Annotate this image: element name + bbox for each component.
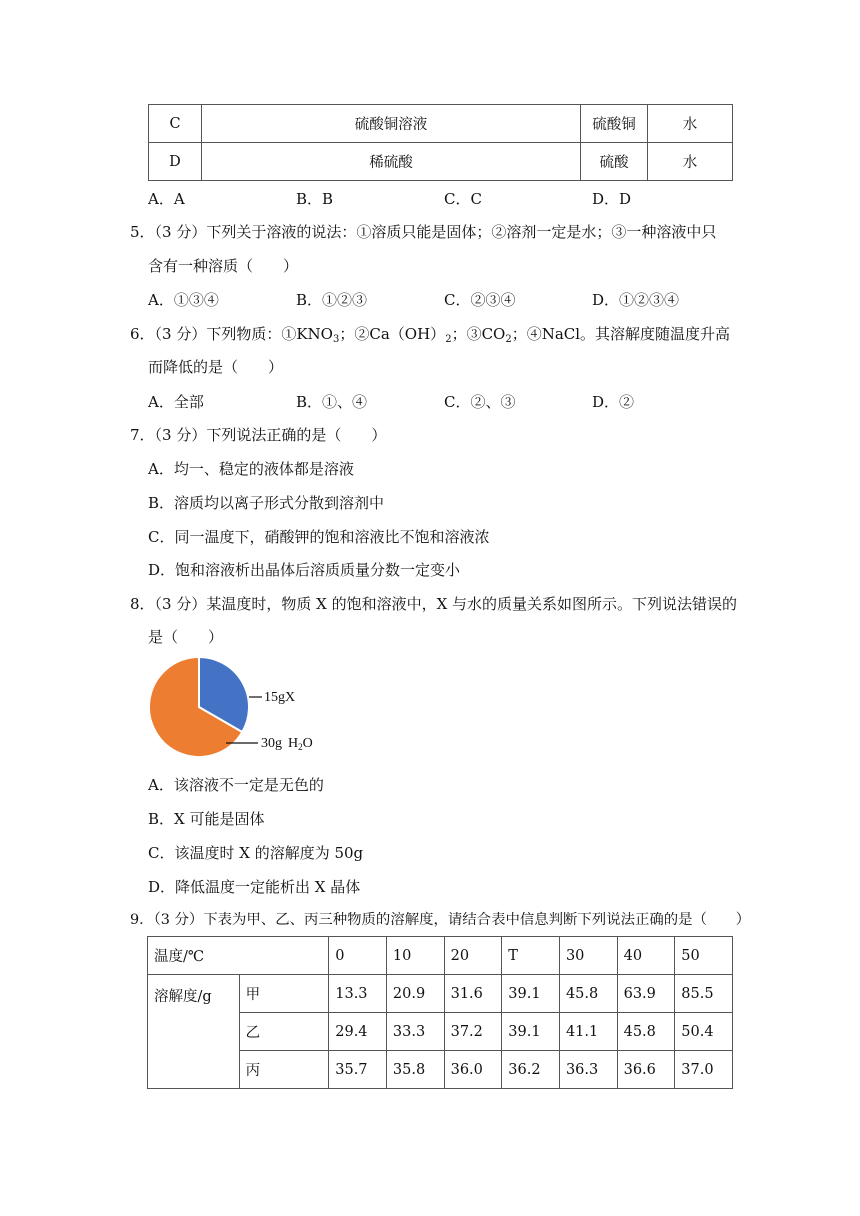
solution-cell: 硫酸铜溶液 bbox=[202, 105, 581, 143]
q6-sub: 3 bbox=[333, 334, 340, 345]
temp-cell: 20 bbox=[444, 937, 502, 975]
value-cell: 63.9 bbox=[617, 975, 675, 1013]
label-water-h: H bbox=[288, 736, 299, 751]
solubility-table bbox=[147, 936, 733, 1089]
q6-part: ；④NaCl。其溶解度随温度升高 bbox=[511, 325, 731, 343]
q8-option-d: D．降低温度一定能析出 X 晶体 bbox=[148, 878, 361, 896]
value-cell: 36.3 bbox=[559, 1051, 617, 1089]
mass-pie-chart bbox=[146, 655, 346, 765]
q6-option-a: A．全部 bbox=[148, 393, 204, 411]
q7-option-c: C．同一温度下，硝酸钾的饱和溶液比不饱和溶液浓 bbox=[148, 528, 490, 546]
solute-cell: 硫酸 bbox=[581, 143, 648, 181]
solvent-cell: 水 bbox=[648, 105, 733, 143]
q6-part: ；③CO bbox=[451, 325, 506, 343]
value-cell: 41.1 bbox=[559, 1013, 617, 1051]
label-water-sub: 2 bbox=[298, 742, 303, 752]
value-cell: 36.0 bbox=[444, 1051, 502, 1089]
value-cell: 13.3 bbox=[329, 975, 387, 1013]
q6-option-b: B．①、④ bbox=[296, 393, 368, 411]
q6-stem-line2: 而降低的是（ ） bbox=[148, 358, 284, 376]
q5-option-b: B．①②③ bbox=[296, 291, 368, 309]
solubility-label: 溶解度/g bbox=[148, 975, 240, 1089]
q5-option-c: C．②③④ bbox=[444, 291, 516, 309]
row-label: D bbox=[149, 143, 202, 181]
temperature-header: 温度/℃ bbox=[148, 937, 329, 975]
solution-cell: 稀硫酸 bbox=[202, 143, 581, 181]
q8-option-b: B．X 可能是固体 bbox=[148, 810, 265, 828]
q8-option-a: A．该溶液不一定是无色的 bbox=[148, 776, 324, 794]
value-cell: 35.8 bbox=[386, 1051, 444, 1089]
q7-option-d: D．饱和溶液析出晶体后溶质质量分数一定变小 bbox=[148, 561, 461, 579]
q8-stem-line2: 是（ ） bbox=[148, 628, 224, 646]
substance-name: 甲 bbox=[239, 975, 329, 1013]
q6-option-d: D．② bbox=[592, 393, 635, 411]
q6-stem-line1 bbox=[130, 324, 730, 344]
value-cell: 45.8 bbox=[559, 975, 617, 1013]
label-water-mass: 30g bbox=[261, 736, 282, 751]
q4-option-d: D．D bbox=[592, 190, 632, 208]
q4-option-c: C．C bbox=[444, 190, 482, 208]
temp-cell: T bbox=[502, 937, 560, 975]
label-water bbox=[261, 736, 313, 752]
q7-stem: 7．（3 分）下列说法正确的是（ ） bbox=[130, 426, 387, 444]
temp-cell: 40 bbox=[617, 937, 675, 975]
q5-option-d: D．①②③④ bbox=[592, 291, 680, 309]
q8-option-c: C．该温度时 X 的溶解度为 50g bbox=[148, 844, 364, 862]
value-cell: 36.2 bbox=[502, 1051, 560, 1089]
table-row bbox=[148, 975, 733, 1013]
temp-cell: 50 bbox=[675, 937, 733, 975]
value-cell: 20.9 bbox=[386, 975, 444, 1013]
q4-option-b: B．B bbox=[296, 190, 334, 208]
value-cell: 45.8 bbox=[617, 1013, 675, 1051]
value-cell: 85.5 bbox=[675, 975, 733, 1013]
substance-name: 丙 bbox=[239, 1051, 329, 1089]
value-cell: 39.1 bbox=[502, 1013, 560, 1051]
value-cell: 37.2 bbox=[444, 1013, 502, 1051]
solvent-cell: 水 bbox=[648, 143, 733, 181]
answer-table bbox=[148, 104, 733, 181]
label-x: 15gX bbox=[264, 690, 296, 705]
q4-option-a: A．A bbox=[148, 190, 185, 208]
table-row bbox=[148, 937, 733, 975]
q5-stem-line1: 5．（3 分）下列关于溶液的说法：①溶质只能是固体；②溶剂一定是水；③一种溶液中只 bbox=[130, 223, 717, 241]
value-cell: 50.4 bbox=[675, 1013, 733, 1051]
label-water-o: O bbox=[302, 736, 313, 751]
table-row bbox=[149, 105, 733, 143]
q6-part: ；②Ca（OH） bbox=[339, 325, 446, 343]
temp-cell: 0 bbox=[329, 937, 387, 975]
q5-option-a: A．①③④ bbox=[148, 291, 219, 309]
value-cell: 29.4 bbox=[329, 1013, 387, 1051]
q6-option-c: C．②、③ bbox=[444, 393, 516, 411]
value-cell: 33.3 bbox=[386, 1013, 444, 1051]
solute-cell: 硫酸铜 bbox=[581, 105, 648, 143]
value-cell: 35.7 bbox=[329, 1051, 387, 1089]
q6-part: 6．（3 分）下列物质：①KNO bbox=[130, 325, 333, 343]
q9-stem: 9．（3 分）下表为甲、乙、丙三种物质的溶解度，请结合表中信息判断下列说法正确的是（ ） bbox=[130, 912, 751, 928]
q6-sub: 2 bbox=[505, 334, 512, 345]
value-cell: 39.1 bbox=[502, 975, 560, 1013]
temp-cell: 10 bbox=[386, 937, 444, 975]
temp-cell: 30 bbox=[559, 937, 617, 975]
q7-option-b: B．溶质均以离子形式分散到溶剂中 bbox=[148, 494, 385, 512]
q6-sub: 2 bbox=[445, 334, 452, 345]
value-cell: 31.6 bbox=[444, 975, 502, 1013]
q5-stem-line2: 含有一种溶质（ ） bbox=[148, 257, 299, 275]
q8-stem-line1: 8．（3 分）某温度时，物质 X 的饱和溶液中，X 与水的质量关系如图所示。下列说法错误的 bbox=[130, 595, 738, 613]
q7-option-a: A．均一、稳定的液体都是溶液 bbox=[148, 460, 354, 478]
value-cell: 37.0 bbox=[675, 1051, 733, 1089]
table-row bbox=[149, 143, 733, 181]
row-label: C bbox=[149, 105, 202, 143]
substance-name: 乙 bbox=[239, 1013, 329, 1051]
value-cell: 36.6 bbox=[617, 1051, 675, 1089]
